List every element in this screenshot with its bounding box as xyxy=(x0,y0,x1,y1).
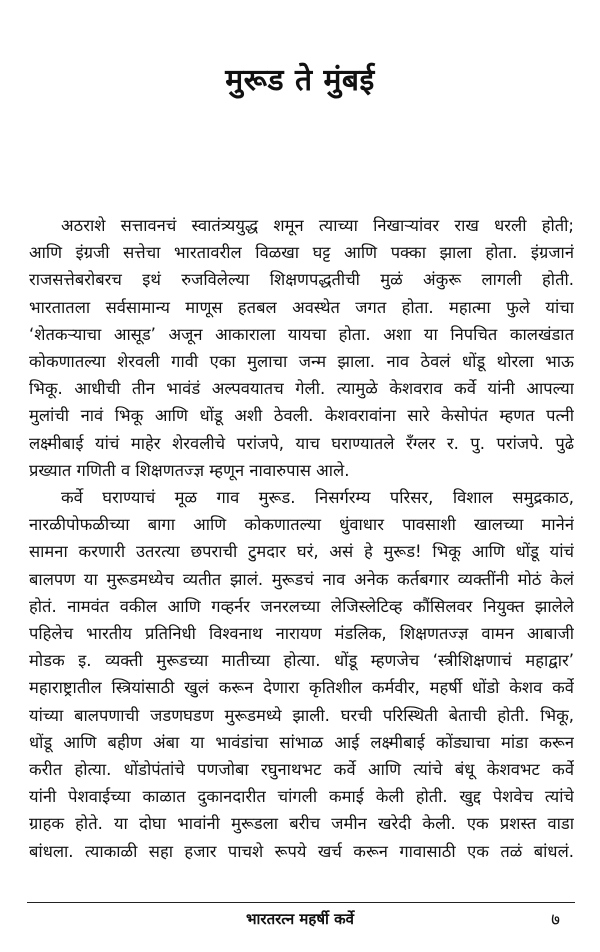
body-text xyxy=(29,212,574,865)
text-line: मुलांची नावं भिकू आणि धोंडू अशी ठेवली. केशवरावांना सारे केसोपंत म्हणत पत्नी xyxy=(29,406,574,426)
text-line: लक्ष्मीबाई यांचं माहेर शेरवलीचे परांजपे, याच घराण्यातले रँग्लर र. पु. परांजपे. पुढे xyxy=(29,433,574,453)
text-line: प्रख्यात गणिती व शिक्षणतज्ज्ञ म्हणून नावारुपास आले. xyxy=(29,460,350,480)
text-line: यांच्या बालपणाची जडणघडण मुरूडमध्ये झाली. घरची परिस्थिती बेताची होती. भिकू, xyxy=(29,705,574,725)
text-line: सामना करणारी उतरत्या छपराची टुमदार घरं, असं हे मुरूड! भिकू आणि धोंडू यांचं xyxy=(29,542,574,562)
text-line: आणि इंग्रजी सत्तेचा भारतावरील विळखा घट्ट आणि पक्का झाला होता. इंग्रजानं xyxy=(29,243,574,263)
text-line: ग्राहक होते. या दोघा भावांनी मुरूडला बरीच जमीन खरेदी केली. एक प्रशस्त वाडा xyxy=(29,814,574,834)
text-line: करीत होत्या. धोंडोपंतांचे पणजोबा रघुनाथभट कर्वे आणि त्यांचे बंधू केशवभट कर्वे xyxy=(29,760,574,780)
text-line: बालपण या मुरूडमध्येच व्यतीत झालं. मुरूडचं नाव अनेक कर्तबगार व्यक्तींनी मोठं केलं xyxy=(29,569,574,589)
text-line: धोंडू आणि बहीण अंबा या भावंडांचा सांभाळ आई लक्ष्मीबाई कोंड्याचा मांडा करून xyxy=(29,732,574,752)
text-line: अठराशे सत्तावनचं स्वातंत्र्ययुद्ध शमून त्याच्या निखाऱ्यांवर राख धरली होती; xyxy=(61,216,574,235)
text-line: होतं. नामवंत वकील आणि गव्हर्नर जनरलच्या लेजिस्लेटिव्ह कौंसिलवर नियुक्त झालेले xyxy=(29,596,574,616)
text-line: मोडक इ. व्यक्ती मुरूडच्या मातीच्या होत्या. धोंडू म्हणजेच ‘स्त्रीशिक्षणाचं महाद्वार’ xyxy=(29,651,574,671)
text-line: राजसत्तेबरोबरच इथं रुजविलेल्या शिक्षणपद्धतीची मुळं अंकुरू लागली होती. xyxy=(29,270,574,290)
running-footer-title: भारतरत्न महर्षी कर्वे xyxy=(246,910,354,928)
text-line: महाराष्ट्रातील स्त्रियांसाठी खुलं करून देणारा कृतिशील कर्मवीर, महर्षी धोंडो केशव कर्वे xyxy=(29,678,574,698)
chapter-title: मुरूड ते मुंबई xyxy=(225,63,375,98)
text-line: भिकू. आधीची तीन भावंडं अल्पवयातच गेली. त्यामुळे केशवराव कर्वे यांनी आपल्या xyxy=(29,379,574,399)
text-line: कर्वे घराण्याचं मूळ गाव मुरूड. निसर्गरम्य परिसर, विशाल समुद्रकाठ, xyxy=(61,488,574,508)
text-line: नारळीपोफळीच्या बागा आणि कोकणातल्या धुंवाधार पावसाशी खालच्या मानेनं xyxy=(29,515,574,535)
footer-divider xyxy=(27,902,575,903)
text-line: ‘शेतकऱ्याचा आसूड’ अजून आकाराला यायचा होता. अशा या निपचित कालखंडात xyxy=(29,324,574,344)
text-line: कोकणातल्या शेरवली गावी एका मुलाचा जन्म झाला. नाव ठेवलं धोंडू थोरला भाऊ xyxy=(29,352,574,372)
text-line: पहिलेच भारतीय प्रतिनिधी विश्वनाथ नारायण मंडलिक, शिक्षणतज्ज्ञ वामन आबाजी xyxy=(29,624,574,644)
text-line: भारतातला सर्वसामान्य माणूस हतबल अवस्थेत जगत होता. महात्मा फुले यांचा xyxy=(29,297,574,317)
page-number: ७ xyxy=(551,910,560,930)
text-line: यांनी पेशवाईच्या काळात दुकानदारीत चांगली कमाई केली होती. खुद्द पेशवेच त्यांचे xyxy=(29,787,574,807)
text-line: बांधला. त्याकाळी सहा हजार पाचशे रूपये खर्च करून गावासाठी एक तळं बांधलं. xyxy=(29,841,574,861)
